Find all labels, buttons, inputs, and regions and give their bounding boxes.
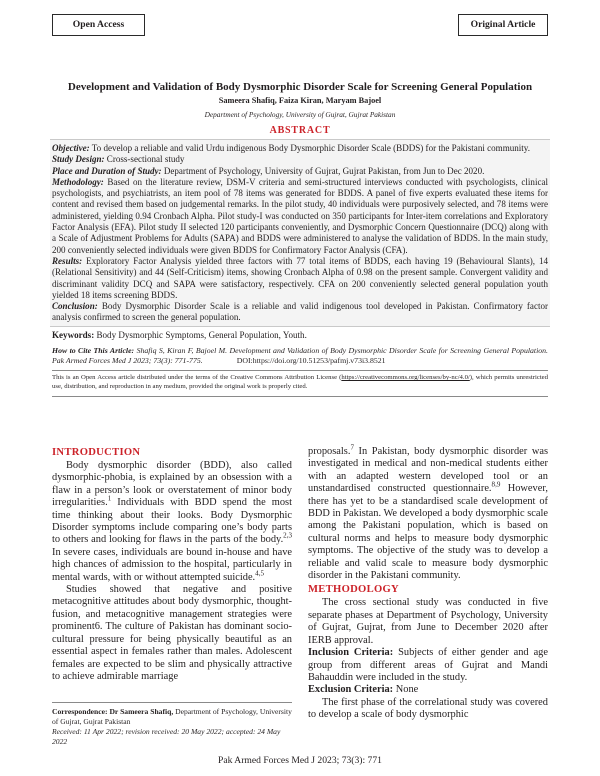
license-text-after: ), which permits unrestricted use, distribution, and reproduction in any medium, provided the original work is properly cited. — [52, 374, 548, 390]
abstract-heading: ABSTRACT — [269, 125, 331, 136]
introduction-heading: INTRODUCTION — [52, 447, 141, 458]
reference-marker: 7 — [350, 443, 354, 452]
right-column — [308, 443, 548, 722]
paragraph-text: In severe cases, individuals are bound in-house and have high chances of admission to the hospital, particularly in mental wards, with or without attempted suicide. — [52, 546, 292, 583]
inclusion-criteria-label: Inclusion Criteria: — [308, 647, 394, 659]
methodology-paragraph-2: The first phase of the correlational study was covered to develop a scale of body dysmorphic — [308, 696, 548, 721]
doi-link[interactable]: https://doi.org/10.51253/pafmj.v73i3.8521 — [252, 355, 386, 365]
exclusion-criteria-label: Exclusion Criteria: — [308, 684, 394, 696]
correspondence-name: Dr Sameera Shafiq, — [109, 707, 174, 716]
manuscript-dates: Received: 11 Apr 2022; revision received: 20 May 2022; accepted: 24 May 2022 — [52, 727, 281, 746]
how-to-cite-label: How to Cite This Article: — [52, 346, 135, 356]
abstract-methodology-label: Methodology: — [52, 176, 104, 187]
keywords — [52, 330, 548, 341]
abstract-place-label: Place and Duration of Study: — [52, 165, 162, 176]
exclusion-criteria-text: None — [395, 684, 419, 696]
author-list: Sameera Shafiq, Faiza Kiran, Maryam Bajoel — [218, 96, 382, 105]
article-title: Development and Validation of Body Dysmorphic Disorder Scale for Screening General Population — [67, 81, 533, 93]
abstract-results-label: Results: — [52, 255, 83, 266]
article-type-badge: Original Article — [458, 14, 548, 36]
open-access-badge: Open Access — [52, 14, 145, 36]
divider-bottom — [52, 396, 548, 397]
methodology-heading: METHODOLOGY — [308, 584, 399, 596]
correspondence-line — [52, 707, 292, 727]
abstract-study-design-text: Cross-sectional study — [106, 154, 185, 165]
reference-marker: 2,3 — [283, 531, 292, 540]
abstract-objective — [52, 143, 548, 154]
license-text-before: This is an Open Access article distributed under the terms of the Creative Commons Attribution License ( — [52, 374, 342, 382]
abstract-methodology-text: Based on the literature review, DSM-V criteria and semi-structured interviews conducted with psychologists, clinical psychologists, and psychiatrists, an item pool of 78 items was generated for BDDS. A panel of five experts evaluated these items for content and revised them based on judgemental remarks. In the pilot study, 40 individuals were purposively selected, and 78 items were administered, yielding 0.94 Cronbach Alpha. Pilot study-I was conducted on 350 participants for Inter-item correlations and Exploratory Factor Analysis (EFA). Pilot study II selected 120 participants conveniently, and Dysmorphic Concern Questionnaire (DCQ) along with a Scale of Adjustment Problems for Adults (SAPA) and BDDS were administered to analyse the validation of BDDS. In the main study, 200 conveniently selected individuals were given BDDS for Confirmatory Factor Analysis (CFA). — [52, 176, 548, 255]
abstract-methodology — [52, 177, 548, 256]
front-matter — [50, 139, 550, 397]
abstract-study-design — [52, 154, 548, 165]
abstract-box — [50, 139, 550, 327]
keywords-text: Body Dysmorphic Symptoms, General Population, Youth. — [96, 329, 307, 340]
how-to-cite-text: Shafiq S, Kiran F, Bajoel M. Development and Validation of Body Dysmorphic Disorder Scale for Screening General Population. Pak Armed Forces Med J 2023; 73(3): 771-775. — [52, 346, 549, 365]
reference-marker: 1 — [107, 494, 112, 503]
correspondence-label: Correspondence: — [52, 707, 108, 716]
left-column — [52, 446, 292, 683]
license-link[interactable]: https://creativecommons.org/licenses/by-nc/4.0/ — [341, 374, 470, 382]
keywords-label: Keywords: — [52, 329, 95, 340]
paragraph-text: proposals. — [308, 446, 351, 457]
abstract-results-text: Exploratory Factor Analysis yielded three factors with 77 total items of BDDS, each having 19 (Behavioural Slants), 14 (Relational Sensitivity) and 44 (Self-Criticism) items, showing Cronbach Alpha of 0.98 on the present sample. Convergent validity and discriminant validity DCQ and SAPA were satisfactory, respectively. CFA on 200 conveniently selected general population youth yielded 18 items screening BDDS. — [52, 255, 549, 300]
introduction-paragraph-2: Studies showed that negative and positive metacognitive attitudes about body dysmorphic, thought-fusion, and metacognitive management strategies were prominent6. The culture of Pakistan has dominant socio-cultural pressure for being physically beautiful as an essential aspect in females rather than males. Adolescent females are expected to be slim and physically attractive to achieve admirable marriage — [52, 584, 292, 682]
abstract-conclusion-text: Body Dysmorphic Disorder Scale is a reliable and valid indigenous tool developed in Pakistan. Confirmatory factor analysis confirmed to screen the general population. — [52, 301, 549, 323]
paragraph-text: Individuals with BDD spend the most time thinking about their looks. Body Dysmorphic Disorder symptoms include comparing one’s body parts to others and looking for flaws in the parts of the body. — [52, 497, 292, 546]
abstract-results — [52, 256, 548, 301]
abstract-conclusion — [52, 301, 548, 324]
exclusion-criteria — [308, 684, 548, 696]
license-notice — [52, 374, 548, 391]
how-to-cite — [52, 346, 548, 365]
doi-label: DOI: — [236, 355, 253, 365]
introduction-paragraph-1 — [52, 460, 292, 584]
correspondence-footnote — [52, 702, 292, 747]
correspondence-address: Department of Psychology, University of Gujrat, Gujrat Pakistan — [52, 707, 292, 726]
inclusion-criteria — [308, 647, 548, 684]
reference-marker: 4,5 — [255, 569, 264, 578]
abstract-place-text: Department of Psychology, University of Gujrat, Gujrat Pakistan, from Jun to Dec 2020. — [163, 165, 485, 176]
abstract-objective-label: Objective: — [52, 143, 90, 153]
abstract-conclusion-label: Conclusion: — [52, 301, 98, 312]
page-footer: Pak Armed Forces Med J 2023; 73(3): 771 — [218, 755, 382, 766]
inclusion-criteria-text: Subjects of either gender and age group from different areas of Gujrat and Mandi Bahauddin were included in the study. — [308, 647, 548, 683]
author-affiliation: Department of Psychology, University of Gujrat, Gujrat Pakistan — [204, 110, 396, 119]
abstract-study-design-label: Study Design: — [52, 154, 105, 165]
paragraph-text: In Pakistan, body dysmorphic disorder was investigated in medical and non-medical students either with an adapted western developed tool or an unstandardised constructed questionnaire. — [308, 446, 548, 495]
reference-marker: 8,9 — [491, 480, 501, 489]
paragraph-text: Body dysmorphic disorder (BDD), also called dysmorphic-phobia, is explained by an obsession with a flaw in a person’s look or overstatement of minor body irregularities. — [52, 460, 292, 509]
methodology-paragraph-1: The cross sectional study was conducted in five separate phases at Department of Psychology, University of Gujrat, Gujrat, from June to December 2020 after IERB approval. — [308, 597, 548, 646]
divider-top — [52, 370, 548, 371]
abstract-place-duration — [52, 166, 548, 177]
doi — [237, 356, 386, 365]
paragraph-text: However, there has yet to be a standardised scale development of BDD in Pakistan. We developed a body dysmorphic scale among the Pakistani population, which is based on cultural norms and helps to measure body dysmorphic symptoms. The objective of the study was to develop a reliable and valid scale to measure body dysmorphic disorder in the Pakistani community. — [308, 483, 548, 582]
abstract-objective-text: To develop a reliable and valid Urdu indigenous Body Dysmorphic Disorder Scale (BDDS) for the Pakistani community. — [91, 143, 531, 153]
introduction-paragraph-2-continued — [308, 443, 548, 582]
